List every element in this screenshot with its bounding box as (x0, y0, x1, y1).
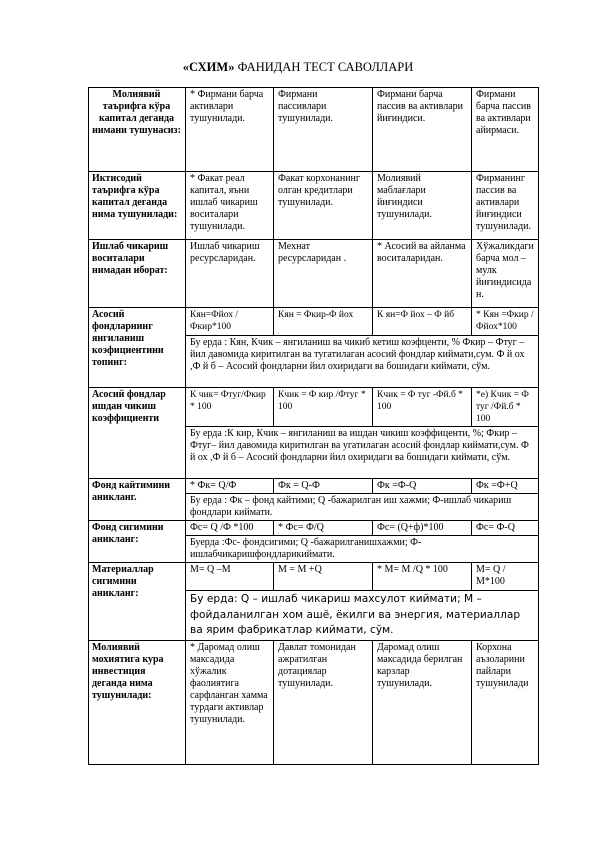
option-cell: * Фирмани барча активлари тушунилади. (186, 88, 274, 172)
option-cell: * Фк= Q/Ф (186, 479, 274, 494)
table-row (89, 479, 539, 494)
option-cell: Факат корхонанинг олган кредитлари тушунилади. (274, 172, 373, 240)
option-cell: М = М +Q (274, 563, 373, 591)
question-cell: Молиявий таърифга кўра капитал деганда нимани тушунасиз: (89, 88, 186, 172)
note-cell: Бу ерда : Кян, Кчик – янгиланиш ва чикиб кетиш коэфценти, % Фкир – Фтуг – йил давомида киритилган ва тугатилаган асосий фондлар киймати,сум. Ф й ох ,Ф й б – Асосий фондларни йил охиридаги ва бошидаги киймати, сўм. (186, 336, 539, 388)
table-row (89, 88, 539, 172)
note-cell: Буерда :Фс- фондсигими; Q -бажарилганишхажми; Ф-ишлабчикаришфондларикиймати. (186, 536, 539, 563)
question-cell: Асосий фондлар ишдан чикиш коэффициенти (89, 388, 186, 479)
note-cell: Бу ерда : Фк – фонд кайтими; Q -бажарилган иш хажми; Ф-ишлаб чикариш фондлари киймати. (186, 494, 539, 521)
option-cell: * Даромад олиш максадида хўжалик фаолиятига сарфланган хамма турдаги активлар тушунилади. (186, 641, 274, 765)
option-cell: Хўжаликдаги барча мол – мулк йиғиндисидан. (472, 240, 539, 308)
question-cell: Материаллар сигимини аникланг: (89, 563, 186, 641)
option-cell: Фс= (Q+ф)*100 (373, 521, 472, 536)
option-cell: Корхона аъзоларини пайлари тушунилади (472, 641, 539, 765)
title-bold: «СХИМ» (182, 60, 235, 74)
option-cell: Фирмани барча пассив ва активлари йиғиндиси. (373, 88, 472, 172)
option-cell: Мехнат ресурсларидан . (274, 240, 373, 308)
question-cell: Асосий фондларнинг янгиланиш коэфициентини топинг: (89, 308, 186, 388)
option-cell: Фирманинг пассив ва активлари йиғиндиси тушунилади. (472, 172, 539, 240)
table-row (89, 641, 539, 765)
option-cell: * Асосий ва айланма воситаларидан. (373, 240, 472, 308)
table-row (89, 172, 539, 240)
option-cell: М= Q –М (186, 563, 274, 591)
table-row (89, 521, 539, 536)
table-row (89, 240, 539, 308)
table-row (89, 308, 539, 336)
option-cell: К ян=Ф йох – Ф йб (373, 308, 472, 336)
option-cell: К чик= Фтуг/Фкир * 100 (186, 388, 274, 427)
option-cell: Кчик = Ф кир /Фтуг * 100 (274, 388, 373, 427)
table-row (89, 563, 539, 591)
option-cell: Фс= Ф-Q (472, 521, 539, 536)
option-cell: Кчик = Ф туг -Фй.б * 100 (373, 388, 472, 427)
question-cell: Фонд сигимини аникланг: (89, 521, 186, 563)
option-cell: Фирмани пассивлари тушунилади. (274, 88, 373, 172)
option-cell: * Фс= Ф/Q (274, 521, 373, 536)
option-cell: Фс= Q /Ф *100 (186, 521, 274, 536)
title-rest: ФАНИДАН ТЕСТ САВОЛЛАРИ (234, 60, 414, 74)
option-cell: *е) Кчик = Ф туг /Фй.б * 100 (472, 388, 539, 427)
option-cell: * Кян =Фкир /Фйох*100 (472, 308, 539, 336)
table-row (89, 388, 539, 427)
question-cell: Иктисодий таърифга кўра капитал деганда нима тушунилади: (89, 172, 186, 240)
question-cell: Ишлаб чикариш воситалари нимадан иборат: (89, 240, 186, 308)
note-cell: Бу ерда: Q – ишлаб чикариш махсулот киймати; М – фойдаланилган хом ашё, ёкилги ва энергия, материаллар ва ярим фабрикатлар киймати, сўм. (186, 591, 539, 641)
option-cell: Фк =Ф+Q (472, 479, 539, 494)
question-cell: Молиявий мохиятига кура инвестиция деганда нима тушунилади: (89, 641, 186, 765)
option-cell: Кян = Фкир-Ф йох (274, 308, 373, 336)
option-cell: * М= М /Q * 100 (373, 563, 472, 591)
option-cell: Кян=Фйох / Фкир*100 (186, 308, 274, 336)
option-cell: Фк = Q-Ф (274, 479, 373, 494)
question-cell: Фонд кайтимини аникланг. (89, 479, 186, 521)
option-cell: Молиявий маблағлари йиғиндиси тушунилади. (373, 172, 472, 240)
note-cell: Бу ерда :К кир, Кчик – янгиланиш ва ишдан чикиш коэффиценти, %; Фкир – Фтуг– йил давомида киритилган ва угатилаган асосий фондлар киймати,сум. Ф й ох ,Ф й б – Асосий фондларни йил охиридаги ва бошидаги киймати, сўм. (186, 427, 539, 479)
option-cell: Фирмани барча пассив ва активлари айирмаси. (472, 88, 539, 172)
option-cell: Фк =Ф-Q (373, 479, 472, 494)
option-cell: Ишлаб чикариш ресурсларидан. (186, 240, 274, 308)
option-cell: Давлат томонидан ажратилган дотациялар тушунилади. (274, 641, 373, 765)
option-cell: М= Q / М*100 (472, 563, 539, 591)
option-cell: * Факат реал капитал, яъни ишлаб чикариш воситалари тушунилади. (186, 172, 274, 240)
option-cell: Даромад олиш максадида берилган карзлар тушунилади. (373, 641, 472, 765)
test-questions-table (88, 87, 539, 765)
page-title (0, 60, 596, 75)
